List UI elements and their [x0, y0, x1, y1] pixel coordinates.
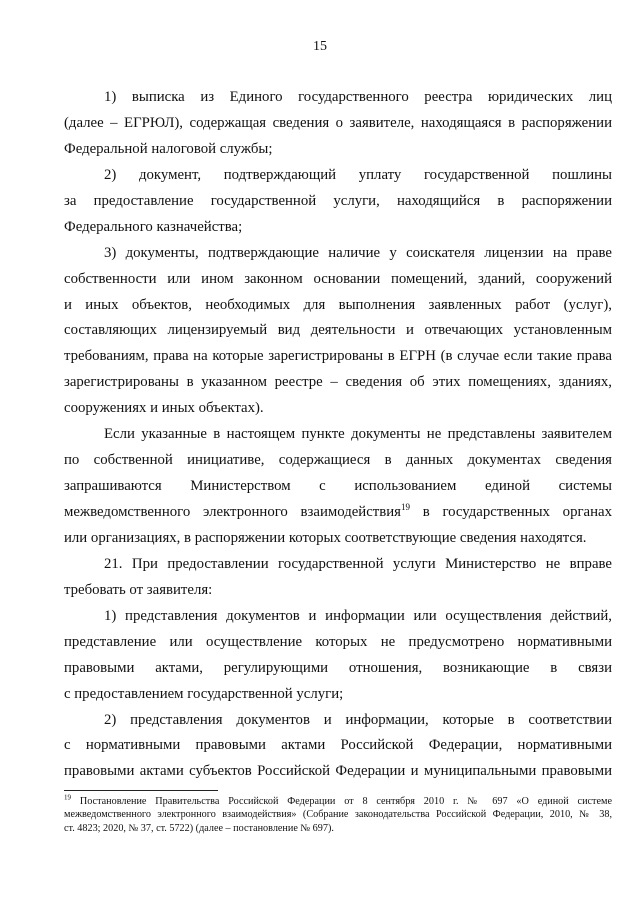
text-line: собственности или ином законном основании помещений, зданий, сооружений: [64, 270, 612, 287]
text-line: Федеральной налоговой службы;: [64, 140, 273, 157]
text-line: 1) представления документов и информации или осуществления действий,: [104, 607, 612, 624]
text-line: правовыми актами субъектов Российской Федерации и муниципальными правовыми: [64, 763, 612, 780]
text-line-with-footnote: [64, 503, 612, 529]
document-body: [64, 88, 612, 788]
paragraph-subitem-1: [64, 607, 612, 711]
footnote-line: межведомственного электронного взаимодействия» (Собрание законодательства Российской Федерации, 2010, № 38,: [64, 809, 612, 821]
text-line: зарегистрированы в указанном реестре – сведения об этих помещениях, зданиях,: [64, 374, 612, 391]
paragraph-item-21: [64, 555, 612, 607]
footnote-number: 19: [64, 793, 71, 802]
footnote-line: ст. 4823; 2020, № 37, ст. 5722) (далее – постановление № 697).: [64, 822, 334, 834]
text-line: или организациях, в распоряжении которых соответствующие сведения находятся.: [64, 529, 587, 546]
text-line: Федерального казначейства;: [64, 218, 243, 235]
footnote-divider: [64, 790, 218, 791]
text-line: по собственной инициативе, содержащиеся в данных документах сведения: [64, 452, 612, 469]
text-line: 2) представления документов и информации, которые в соответствии: [104, 711, 612, 728]
text-line: Если указанные в настоящем пункте документы не представлены заявителем: [104, 426, 612, 443]
text-line: и иных объектов, необходимых для выполнения заявленных работ (услуг),: [64, 296, 612, 313]
text-fragment: межведомственного электронного взаимодействия: [64, 504, 401, 520]
paragraph-interagency-request: [64, 425, 612, 555]
text-line: запрашиваются Министерством с использованием единой системы: [64, 478, 612, 495]
footnote-reference: 19: [400, 502, 410, 513]
paragraph-premises-documents: [64, 244, 612, 426]
text-fragment: в государственных органах: [422, 504, 612, 520]
footnote-line: [64, 795, 612, 808]
text-line: (далее – ЕГРЮЛ), содержащая сведения о заявителе, находящаяся в распоряжении: [64, 114, 612, 131]
text-line: 3) документы, подтверждающие наличие у соискателя лицензии на праве: [104, 244, 612, 261]
text-line: с предоставлением государственной услуги;: [64, 685, 344, 702]
text-line: 2) документ, подтверждающий уплату государственной пошлины: [104, 166, 612, 183]
text-line: 21. При предоставлении государственной услуги Министерство не вправе: [104, 555, 612, 572]
paragraph-extract-egrul: [64, 88, 612, 166]
paragraph-subitem-2: [64, 711, 612, 789]
text-line: сооружениях и иных объектах).: [64, 400, 264, 417]
text-line: 1) выписка из Единого государственного реестра юридических лиц: [104, 89, 612, 105]
text-fragment: Постановление Правительства Российской Федерации от 8 сентября 2010 г. № 697 «О единой системе: [79, 796, 612, 807]
text-line: правовыми актами, регулирующими отношения, возникающие в связи: [64, 659, 612, 676]
paragraph-fee-document: [64, 166, 612, 244]
text-line: за предоставление государственной услуги, находящийся в распоряжении: [64, 192, 612, 209]
text-line: требованиям, права на которые зарегистрированы в ЕГРН (в случае если такие права: [64, 348, 612, 365]
footnote-block: [64, 795, 612, 835]
text-line: составляющих лицензируемый вид деятельности и отвечающих установленным: [64, 322, 612, 339]
page-number: 15: [313, 39, 327, 54]
text-line: требовать от заявителя:: [64, 581, 213, 598]
text-line: с нормативными правовыми актами Российской Федерации, нормативными: [64, 737, 612, 754]
text-line: представление или осуществление которых не предусмотрено нормативными: [64, 633, 612, 650]
